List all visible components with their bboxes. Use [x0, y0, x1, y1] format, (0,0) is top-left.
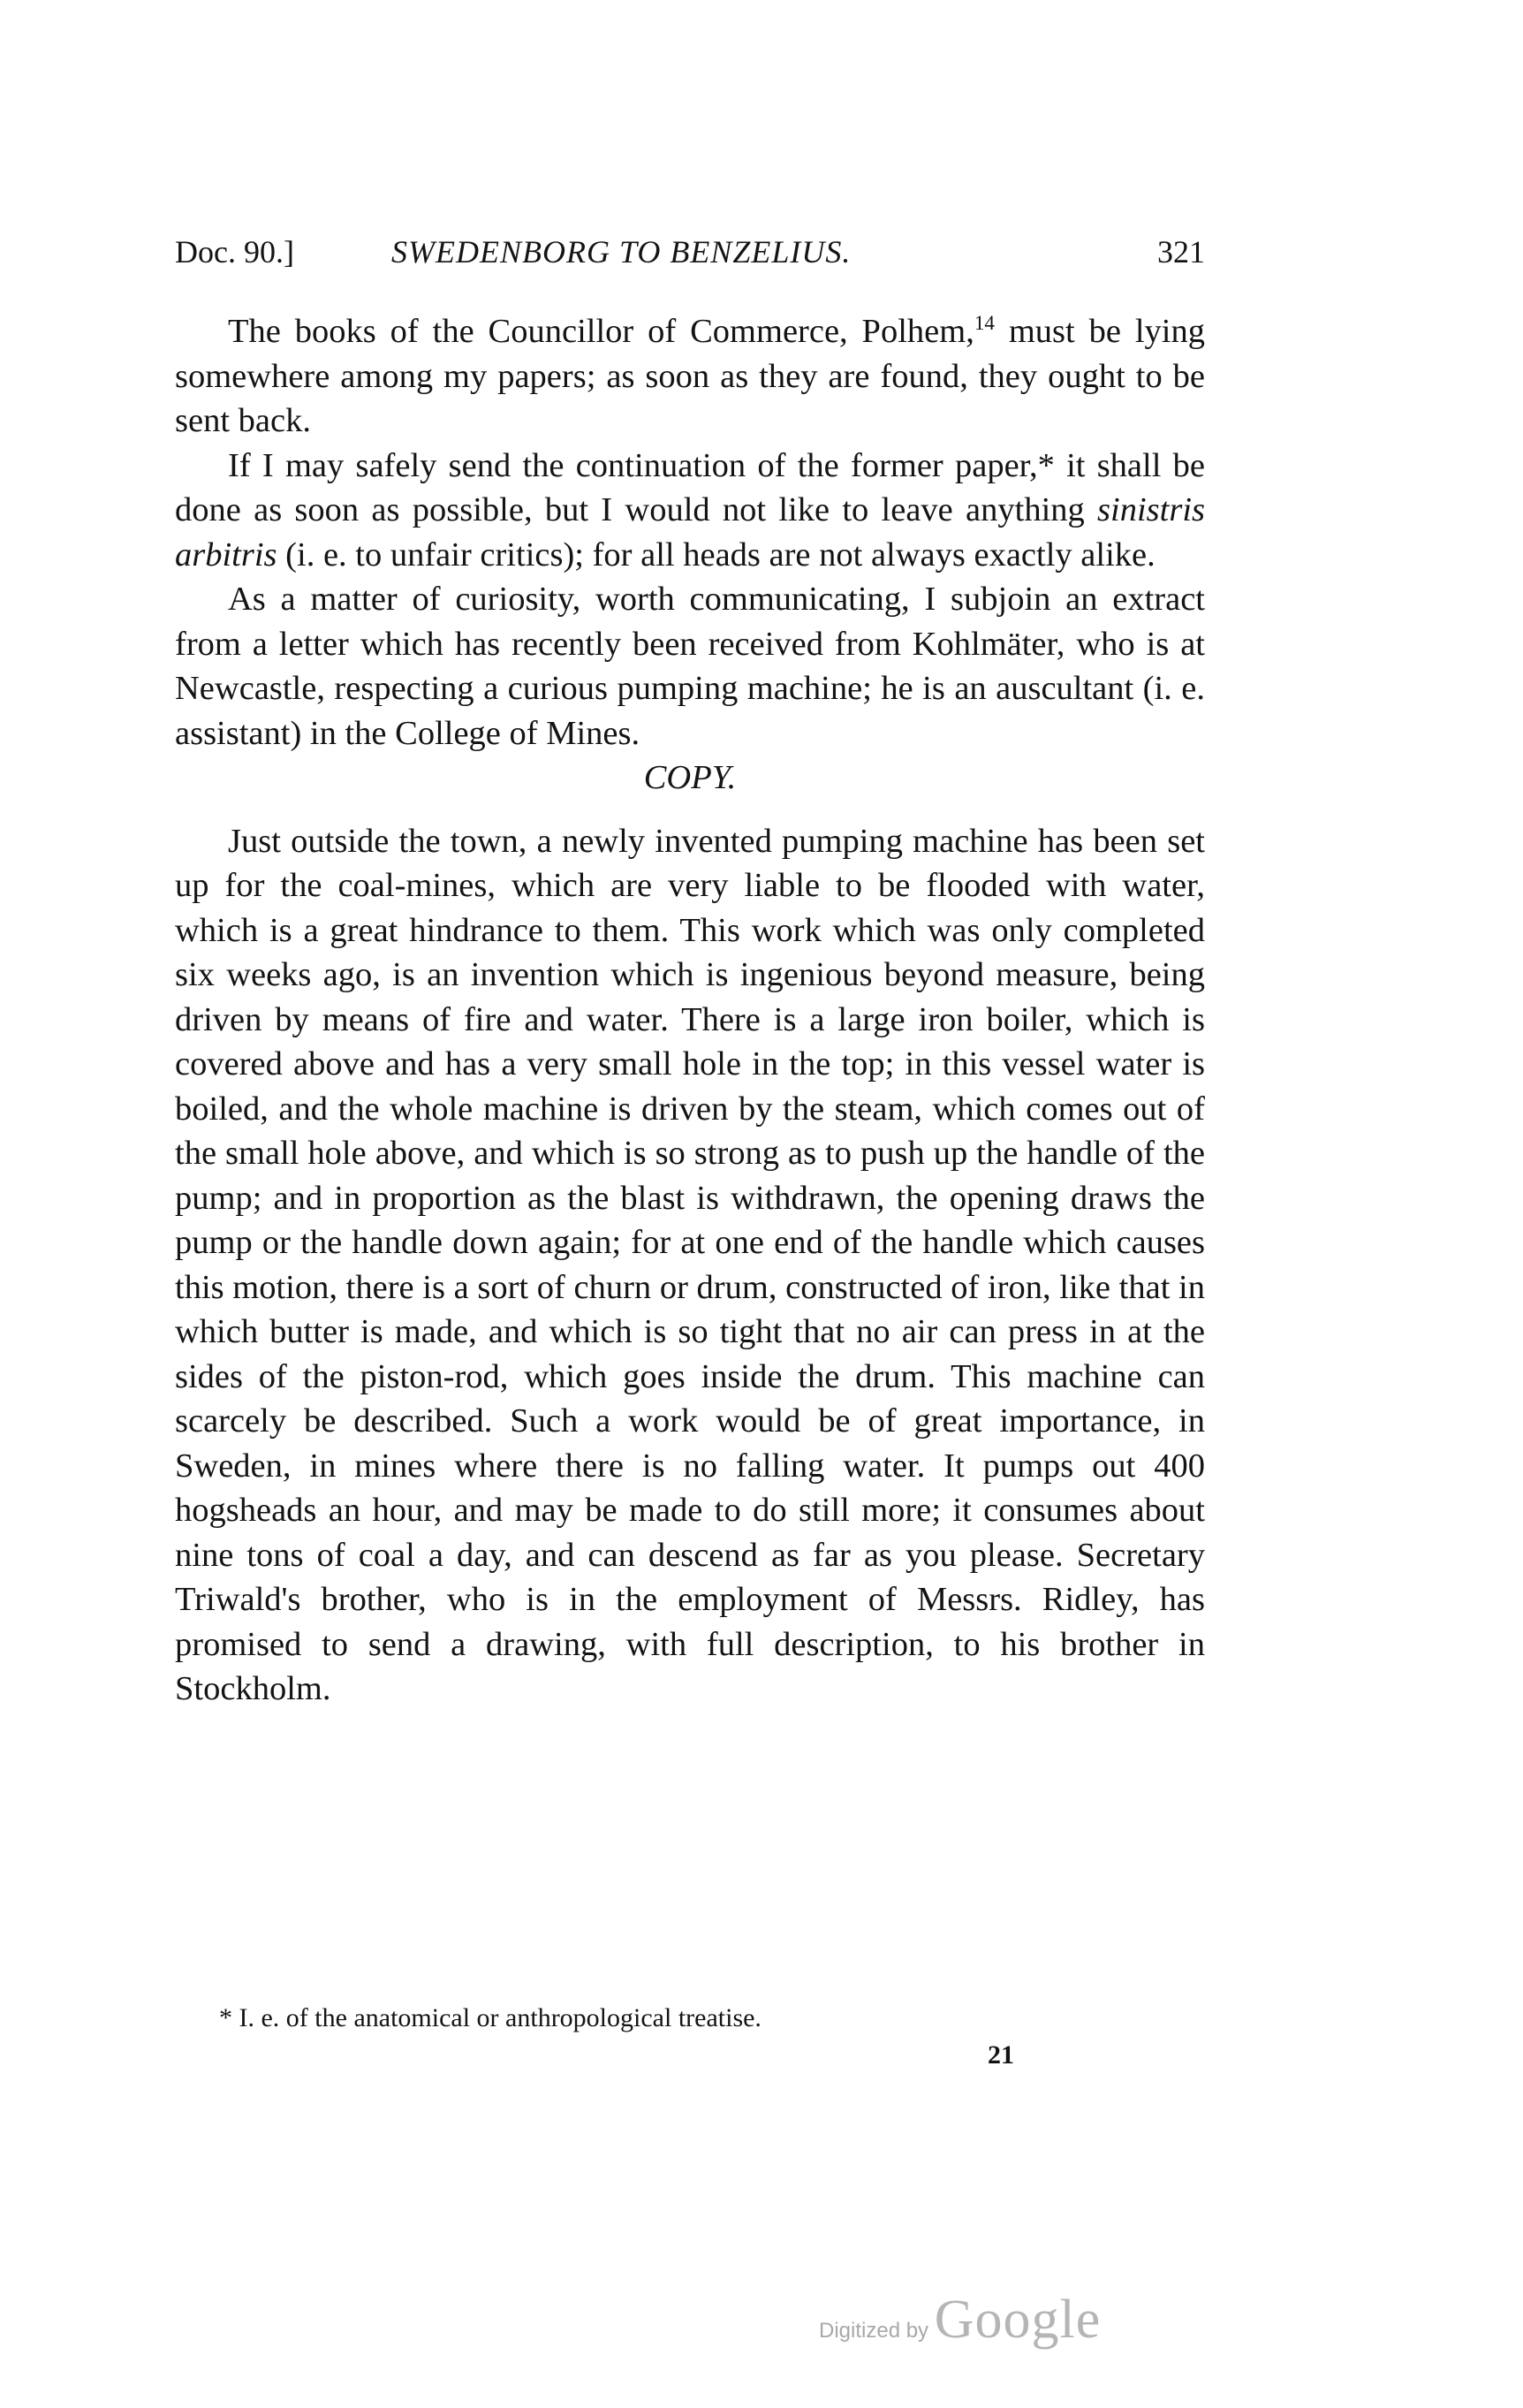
footnote: * I. e. of the anatomical or anthropological treatise.: [219, 2003, 762, 2032]
paragraph: As a matter of curiosity, worth communicating, I subjoin an extract from a letter which has recently been received from Kohlmäter, who is at Newcastle, respecting a curious pumping machine; he is an auscultant (i. e. assistant) in the College of Mines.: [175, 581, 1205, 752]
paragraph: Just outside the town, a newly invented pumping machine has been set up for the coal-mines, which are very liable to be flooded with water, which is a great hindrance to them. This work which was only completed six weeks ago, is an invention which is ingenious beyond measure, being driven by means of fire and water. There is a large iron boiler, which is covered above and has a very small hole in the top; in this vessel water is boiled, and the whole machine is driven by the steam, which comes out of the small hole above, and which is so strong as to push up the handle of the pump; and in proportion as the blast is withdrawn, the opening draws the pump or the handle down again; for at one end of the handle which causes this motion, there is a sort of churn or drum, constructed of iron, like that in which butter is made, and which is so tight that no air can press in at the sides of the piston-rod, which goes inside the drum. This machine can scarcely be described. Such a work would be of great importance, in Sweden, in mines where there is no falling water. It pumps out 400 hogsheads an hour, and may be made to do still more; it consumes about nine tons of coal a day, and can descend as far as you please. Secretary Triwald's brother, who is in the employment of Messrs. Ridley, has promised to send a drawing, with full description, to his brother in Stockholm.: [175, 822, 1205, 1707]
running-title: SWEDENBORG TO BENZELIUS.: [391, 234, 852, 270]
paragraph-text: must be lying somewhere among my papers; as soon as they are found, they ought to be sent back.: [175, 313, 1205, 439]
watermark-brand: Google: [934, 2290, 1102, 2350]
watermark-prefix: Digitized by: [819, 2319, 935, 2343]
page-number: 321: [1157, 234, 1205, 270]
section-heading: COPY.: [643, 759, 737, 796]
digitization-watermark: [819, 2289, 1101, 2351]
running-header: [175, 233, 1205, 277]
paragraph-text: The books of the Councillor of Commerce, Polhem,: [228, 313, 974, 350]
paragraph: [175, 444, 1205, 578]
paragraph-text: (i. e. to unfair critics); for all heads are not always exactly alike.: [277, 536, 1156, 574]
body-text: [175, 309, 1205, 1712]
paragraph-text: If I may safely send the continuation of the former paper,* it shall be done as soon as possible, but I would not like to leave anything: [175, 446, 1205, 528]
paragraph: [175, 309, 1205, 444]
footnote-reference: 14: [974, 311, 995, 335]
latin-phrase: sinistris arbitris: [175, 491, 1205, 574]
printer-signature: 21: [988, 2040, 1014, 2070]
document-number: Doc. 90.]: [175, 234, 294, 270]
